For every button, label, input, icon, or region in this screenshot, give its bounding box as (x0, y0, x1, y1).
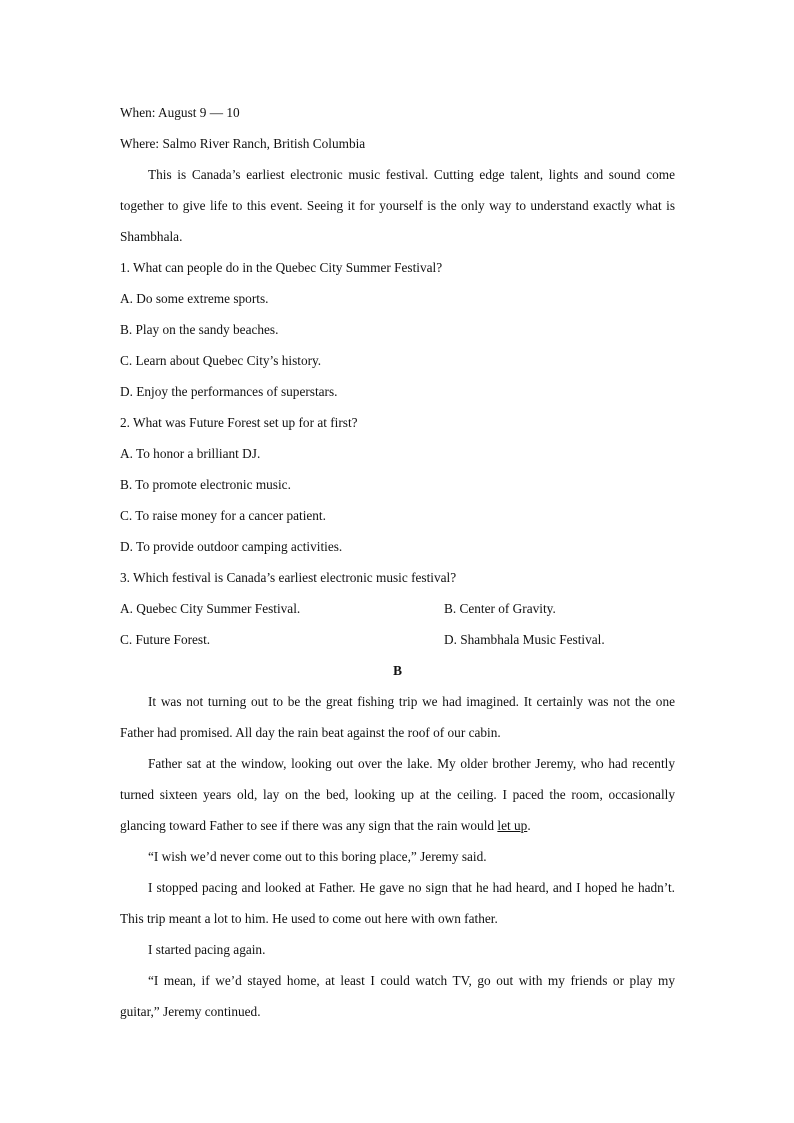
question-3 (120, 562, 675, 655)
question-stem: 3. Which festival is Canada’s earliest electronic music festival? (120, 570, 457, 585)
passage-paragraph-5: I started pacing again. (148, 942, 266, 957)
option-d: D. To provide outdoor camping activities. (120, 539, 343, 554)
underlined-phrase: let up (497, 818, 528, 833)
option-c: C. Learn about Quebec City’s history. (120, 353, 322, 368)
event-where: Where: Salmo River Ranch, British Columbia (120, 136, 366, 151)
event-description: This is Canada’s earliest electronic music festival. Cutting edge talent, lights and sound come together to give life to this event. Seeing it for yourself is the only way to understand exactly what is Shambhala. (120, 167, 675, 244)
passage-paragraph-1: It was not turning out to be the great fishing trip we had imagined. It certainly was not the one Father had promised. All day the rain beat against the roof of our cabin. (120, 694, 675, 740)
document-page (120, 97, 675, 1027)
passage-paragraph-2 (120, 748, 675, 841)
paragraph-text: Father sat at the window, looking out over the lake. My older brother Jeremy, who had recently turned sixteen years old, lay on the bed, looking up at the ceiling. I paced the room, occasionally glancing toward Father to see if there was any sign that the rain would (120, 756, 675, 833)
section-heading: B (393, 663, 402, 678)
option-c: C. To raise money for a cancer patient. (120, 508, 326, 523)
option-d: D. Shambhala Music Festival. (444, 632, 605, 647)
question-1 (120, 252, 675, 407)
option-a: A. To honor a brilliant DJ. (120, 446, 261, 461)
options-row-1 (120, 593, 675, 624)
option-a: A. Do some extreme sports. (120, 291, 269, 306)
question-stem: 1. What can people do in the Quebec City Summer Festival? (120, 260, 443, 275)
option-b: B. Center of Gravity. (444, 601, 556, 616)
passage-paragraph-6: “I mean, if we’d stayed home, at least I could watch TV, go out with my friends or play my guitar,” Jeremy continued. (120, 973, 675, 1019)
option-c: C. Future Forest. (120, 632, 211, 647)
option-b: B. To promote electronic music. (120, 477, 291, 492)
event-when: When: August 9 — 10 (120, 105, 240, 120)
options-row-2 (120, 624, 675, 655)
option-a: A. Quebec City Summer Festival. (120, 601, 301, 616)
passage-paragraph-3: “I wish we’d never come out to this boring place,” Jeremy said. (148, 849, 487, 864)
question-2 (120, 407, 675, 562)
option-b: B. Play on the sandy beaches. (120, 322, 279, 337)
question-stem: 2. What was Future Forest set up for at first? (120, 415, 358, 430)
passage-paragraph-4: I stopped pacing and looked at Father. He gave no sign that he had heard, and I hoped he hadn’t. This trip meant a lot to him. He used to come out here with own father. (120, 880, 675, 926)
paragraph-text-end: . (527, 818, 531, 833)
option-d: D. Enjoy the performances of superstars. (120, 384, 338, 399)
